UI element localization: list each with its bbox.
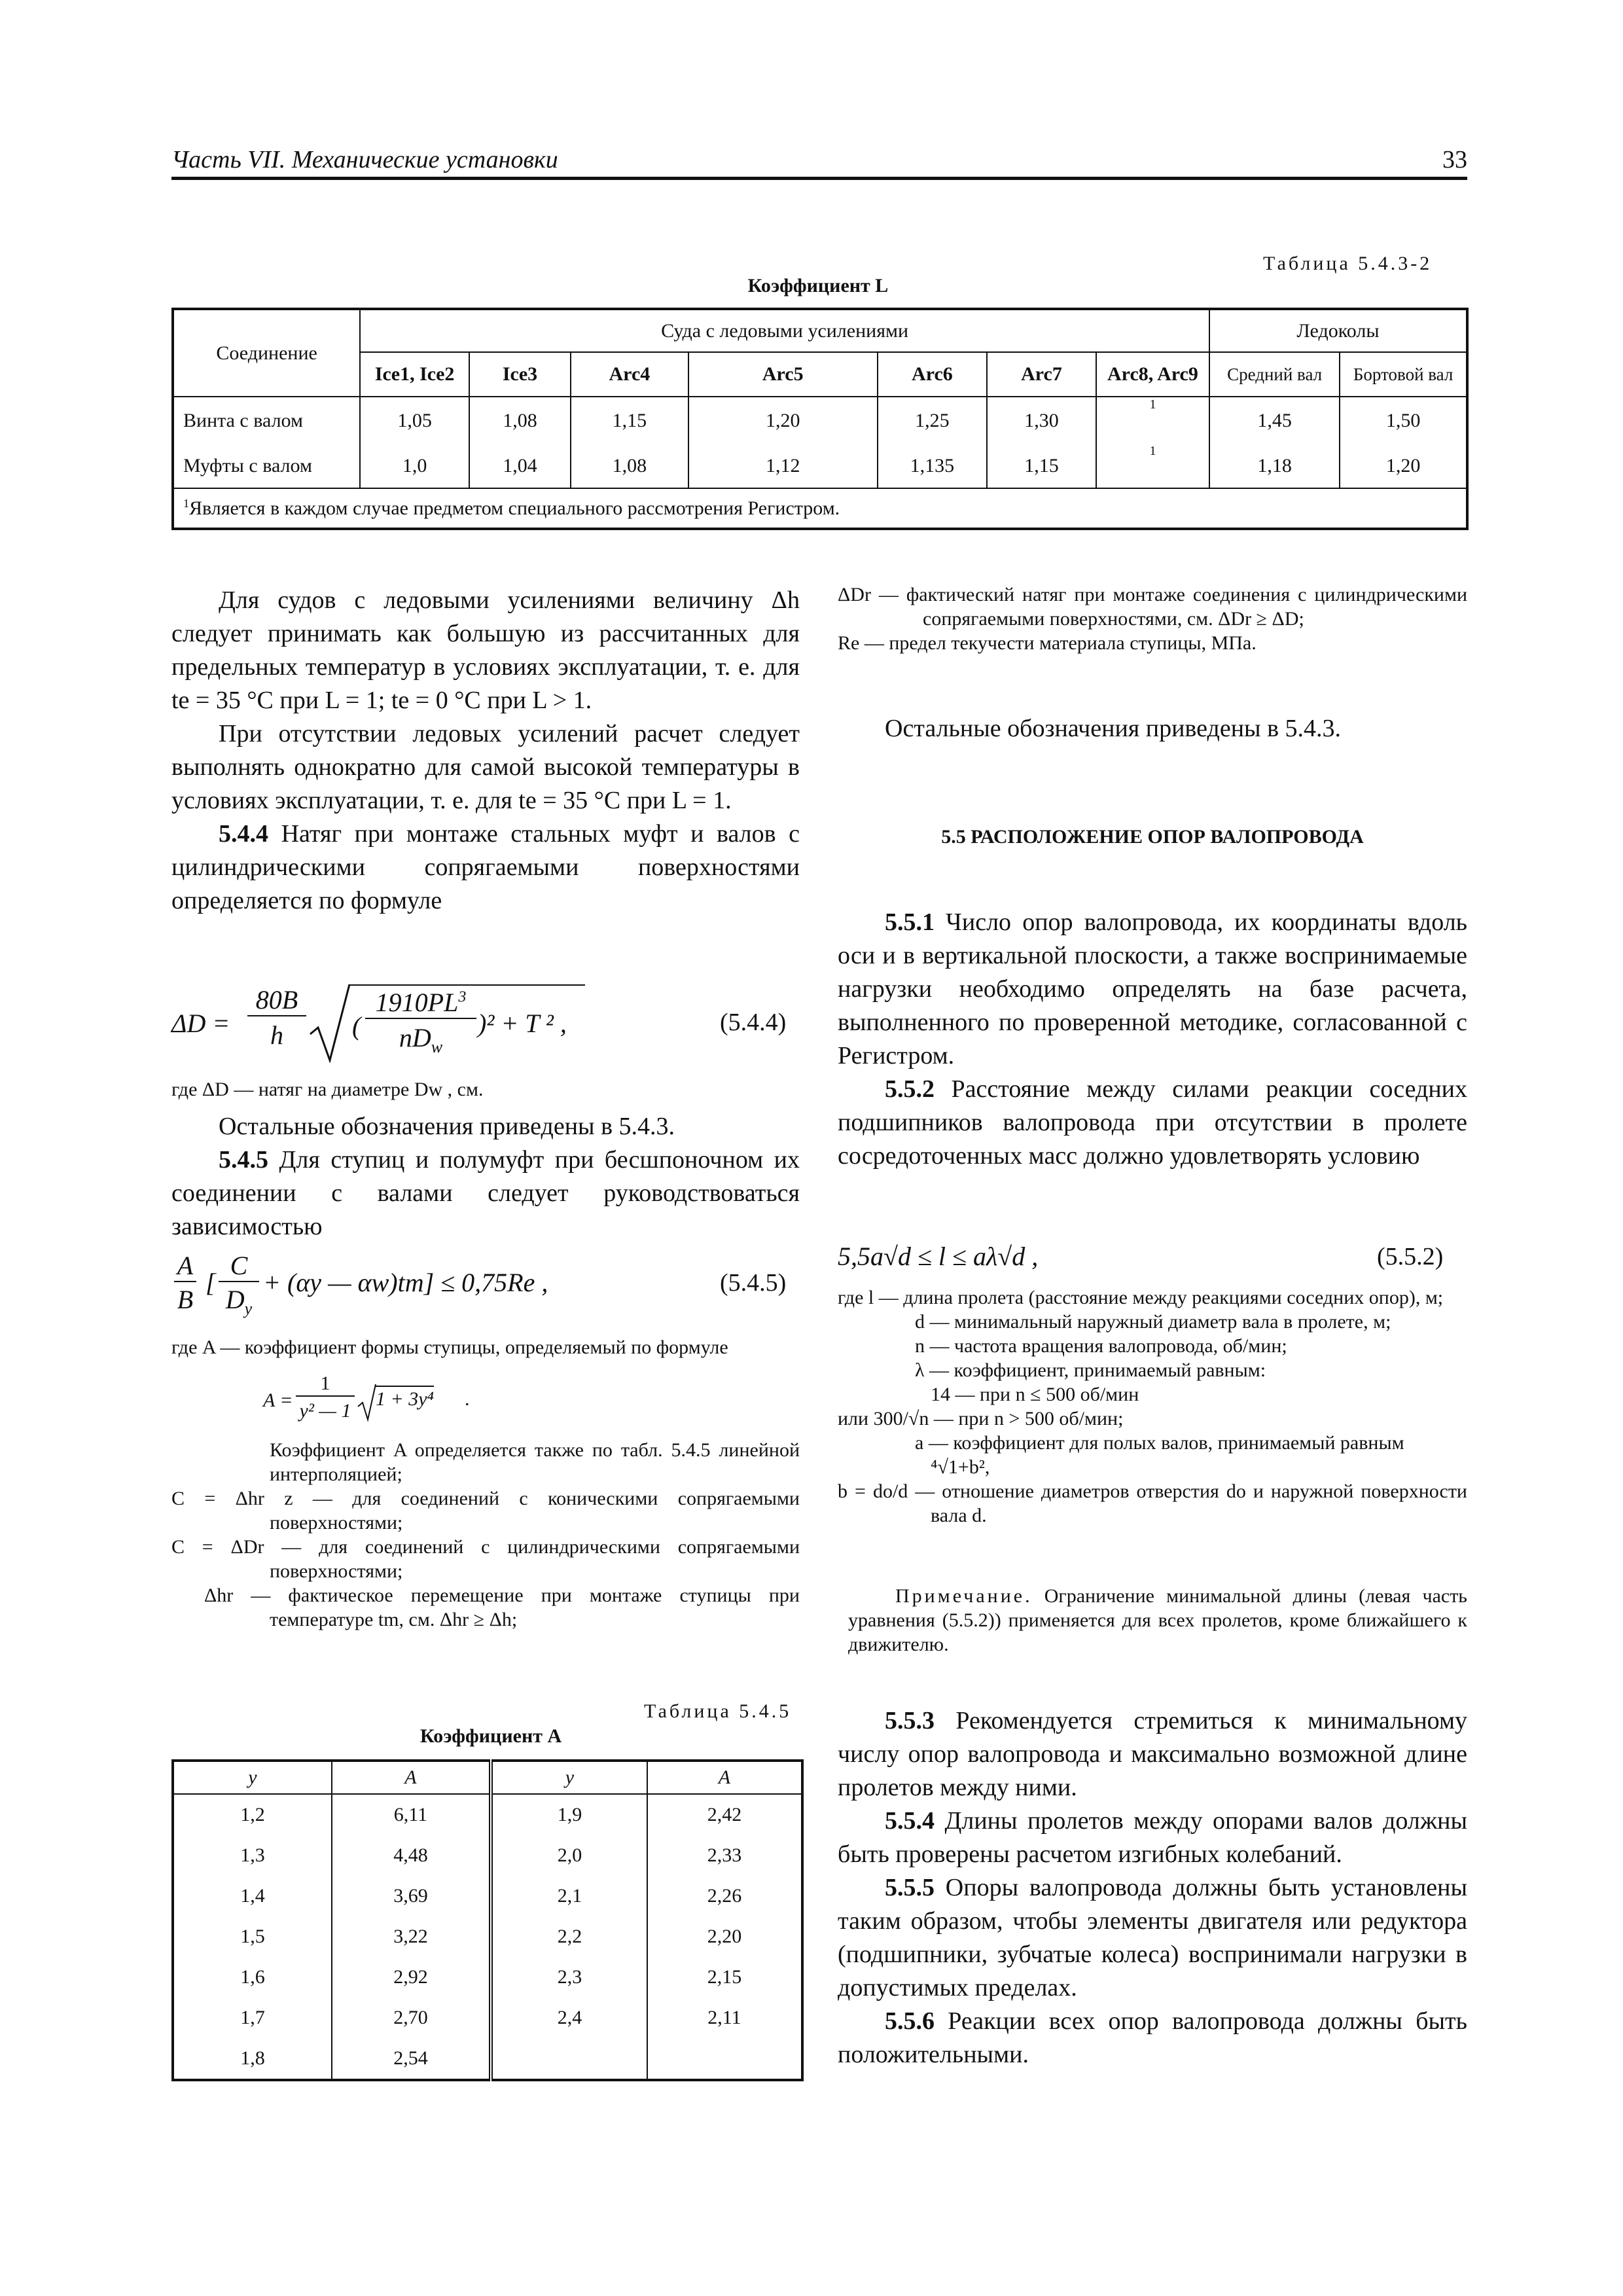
note-text: Ограничение минимальной длины (левая часть уравнения (5.5.2)) применяется для всех пролетов, кроме ближайшего к движителю. xyxy=(848,1585,1467,1655)
definition: Re — предел текучести материала ступицы, МПа. xyxy=(838,632,1257,654)
table-L-subcol: Ice3 xyxy=(469,352,571,397)
definitions-545 xyxy=(171,1335,800,1632)
paren: ( xyxy=(352,1011,361,1041)
table-A-cell: 1,3 xyxy=(173,1835,332,1876)
table-A-cell: 1,4 xyxy=(173,1876,332,1916)
table-L-subcol: Средний вал xyxy=(1209,352,1340,397)
frac-a: A xyxy=(174,1250,196,1282)
table-A-cell xyxy=(647,2038,802,2080)
table-L-caption: Таблица 5.4.3-2 xyxy=(1263,253,1433,274)
page-number: 33 xyxy=(1442,146,1467,173)
table-L-cell: 1,30 xyxy=(987,397,1096,444)
inner-denominator: $nD_w$ xyxy=(399,1023,443,1056)
note xyxy=(848,1584,1467,1657)
clause-number: 5.5.1 xyxy=(885,908,935,936)
running-header xyxy=(171,145,1467,179)
table-A-cell: 3,22 xyxy=(332,1916,491,1957)
paragraph-556 xyxy=(838,2005,1467,2072)
formula-lhs: ΔD = xyxy=(171,1009,230,1038)
paragraph: При отсутствии ледовых усилений расчет следует выполнять однократно для самой высокой температуры в условиях эксплуатации, т. е. для te = 35 °C при L = 1. xyxy=(171,720,800,814)
table-A-cell: 4,48 xyxy=(332,1835,491,1876)
table-A-cell: 2,33 xyxy=(647,1835,802,1876)
table-L-row-label: Муфты с валом xyxy=(173,444,360,488)
clause-text: Для ступиц и полумуфт при бесшпоночном их соединении с валами следует руководствоваться зависимостью xyxy=(171,1146,800,1240)
table-A-title: Коэффициент A xyxy=(419,1725,562,1747)
formula-label: (5.4.4) xyxy=(720,1009,787,1036)
definition: ⁴√1+b², xyxy=(931,1456,990,1478)
definition: 14 — при n ≤ 500 об/мин xyxy=(931,1384,1139,1405)
table-coefficient-A xyxy=(171,1759,804,2081)
clause-number: 5.5.6 xyxy=(885,2007,935,2035)
table-L-cell: 1 xyxy=(1096,444,1209,488)
clause-text: Число опор валопровода, их координаты вдоль оси и в вертикальной плоскости, а также воспринимаемые нагрузки необходимо определять на базе расчета, выполненного по проверенной методике, согласованной с Регистром. xyxy=(838,908,1467,1069)
formula-rest: )² + T ² , xyxy=(478,1009,567,1038)
table-L-cell: 1,15 xyxy=(571,397,688,444)
table-L-cell: 1,20 xyxy=(688,397,878,444)
definition: или 300/√n — при n > 500 об/мин; xyxy=(838,1408,1124,1429)
formula-rest: + (αy — αw)tm] ≤ 0,75Re , xyxy=(263,1268,548,1297)
table-L-group-ice: Суда с ледовыми усилениями xyxy=(360,309,1209,352)
definition: λ — коэффициент, принимаемый равным: xyxy=(915,1359,1266,1381)
table-L-cell: 1,50 xyxy=(1340,397,1467,444)
table-A-cell: 2,4 xyxy=(491,1998,647,2038)
paragraph: Остальные обозначения приведены в 5.4.3. xyxy=(885,715,1342,742)
table-A-cell: 3,69 xyxy=(332,1876,491,1916)
table-L-cell: 1,135 xyxy=(878,444,987,488)
sqrt-icon xyxy=(357,1383,377,1422)
table-L-cell: 1,08 xyxy=(469,397,571,444)
table-A-cell xyxy=(491,2038,647,2080)
definition: a — коэффициент для полых валов, принимаемый равным xyxy=(915,1432,1404,1454)
clause-number: 5.5.3 xyxy=(885,1707,935,1734)
formula-denominator: h xyxy=(270,1020,283,1050)
table-A-cell: 2,0 xyxy=(491,1835,647,1876)
table-L-cell: 1,25 xyxy=(878,397,987,444)
table-A-header: A xyxy=(332,1761,491,1794)
paragraph-555 xyxy=(838,1871,1467,2005)
table-A-cell: 1,7 xyxy=(173,1998,332,2038)
header-title: Часть VII. Механические установки xyxy=(171,146,558,173)
table-A-cell: 2,3 xyxy=(491,1957,647,1998)
table-A-header: A xyxy=(647,1761,802,1794)
table-A-caption: Таблица 5.4.5 xyxy=(644,1700,792,1722)
table-A-cell: 1,6 xyxy=(173,1957,332,1998)
clause-text: Реакции всех опор валопровода должны быть положительными. xyxy=(838,2007,1467,2068)
table-L-subcol: Бортовой вал xyxy=(1340,352,1467,397)
table-A-cell: 2,42 xyxy=(647,1794,802,1835)
table-L-subcol: Arc8, Arc9 xyxy=(1096,352,1209,397)
table-L-cell: 1,05 xyxy=(360,397,469,444)
table-L-group-icebreakers: Ледоколы xyxy=(1209,309,1467,352)
footnote-text: Является в каждом случае предметом специального рассмотрения Регистром. xyxy=(189,497,840,519)
definition: где A — коэффициент формы ступицы, определяемый по формуле xyxy=(171,1336,728,1358)
paragraph-553 xyxy=(838,1704,1467,1804)
table-L-cell: 1,08 xyxy=(571,444,688,488)
frac-d: $D_y$ xyxy=(225,1285,253,1318)
right-rest xyxy=(838,712,1467,745)
paragraph-544 xyxy=(171,817,800,918)
definition: ΔDr — фактический натяг при монтаже соединения с цилиндрическими сопрягаемыми поверхностями, см. ΔDr ≥ ΔD; xyxy=(838,584,1467,630)
clause-text: Рекомендуется стремиться к минимальному числу опор валопровода и максимально возможной длине пролетов между ними. xyxy=(838,1707,1467,1801)
table-A-cell: 6,11 xyxy=(332,1794,491,1835)
table-A-cell: 2,20 xyxy=(647,1916,802,1957)
table-L-cell: 1,45 xyxy=(1209,397,1340,444)
definition: Коэффициент A определяется также по табл. 5.4.5 линейной интерполяцией; xyxy=(270,1439,800,1485)
clause-text: Расстояние между силами реакции соседних подшипников валопровода при отсутствии в пролете сосредоточенных масс должно удовлетворять условию xyxy=(838,1075,1467,1170)
note-label: Примечание. xyxy=(895,1585,1033,1607)
definition: где l — длина пролета (расстояние между реакциями соседних опор), м; xyxy=(838,1287,1444,1308)
definition: n — частота вращения валопровода, об/мин; xyxy=(915,1335,1287,1357)
table-L-cell: 1,04 xyxy=(469,444,571,488)
clause-number: 5.5.4 xyxy=(885,1807,935,1835)
table-A-cell: 2,2 xyxy=(491,1916,647,1957)
table-L-subcol: Arc5 xyxy=(688,352,878,397)
formula-5-4-5 xyxy=(171,1249,630,1321)
table-A-cell: 2,26 xyxy=(647,1876,802,1916)
formula-label: (5.4.5) xyxy=(720,1269,787,1297)
paragraph-552 xyxy=(838,1073,1467,1173)
table-L-cell: 1,15 xyxy=(987,444,1096,488)
table-L-subcol: Arc6 xyxy=(878,352,987,397)
table-L-footnote xyxy=(173,488,1467,529)
table-A-cell: 2,54 xyxy=(332,2038,491,2080)
clause-number: 5.4.4 xyxy=(219,820,268,848)
clause-text: Натяг при монтаже стальных муфт и валов с цилиндрическими сопрягаемыми поверхностями определяется по формуле xyxy=(171,820,800,914)
left-column-text-2 xyxy=(171,1110,800,1244)
formula-5-5-2: 5,5a√d ≤ l ≤ aλ√d , xyxy=(838,1242,1039,1271)
table-L-cell: 1 xyxy=(1096,397,1209,444)
formula-5-4-4 xyxy=(171,982,577,1067)
clause-text: Опоры валопровода должны быть установлены таким образом, чтобы элементы двигателя или редуктора (подшипники, зубчатые колеса) воспринимали нагрузки в допустимых пределах. xyxy=(838,1874,1467,2001)
table-A-cell: 2,15 xyxy=(647,1957,802,1998)
clause-number: 5.4.5 xyxy=(219,1146,268,1174)
sqrt-bar xyxy=(349,984,585,986)
table-A-cell: 2,70 xyxy=(332,1998,491,2038)
definitions-552 xyxy=(838,1285,1467,1528)
footnote-mark: 1 xyxy=(183,497,189,510)
bracket: [ xyxy=(205,1268,216,1297)
paragraph-554 xyxy=(838,1804,1467,1871)
right-column-text xyxy=(838,906,1467,1173)
table-L-subcol: Arc4 xyxy=(571,352,688,397)
where-544: где ΔD — натяг на диаметре Dw , см. xyxy=(171,1079,484,1100)
table-L-subcol: Arc7 xyxy=(987,352,1096,397)
definition: d — минимальный наружный диаметр вала в пролете, м; xyxy=(915,1311,1391,1333)
table-coefficient-L xyxy=(171,308,1469,530)
left-column-text xyxy=(171,584,800,918)
clause-number: 5.5.5 xyxy=(885,1874,935,1901)
table-A-header: y xyxy=(491,1761,647,1794)
table-A-cell: 2,92 xyxy=(332,1957,491,1998)
table-L-cell: 1,20 xyxy=(1340,444,1467,488)
table-L-subcol: Ice1, Ice2 xyxy=(360,352,469,397)
table-A-cell: 1,9 xyxy=(491,1794,647,1835)
table-A-cell: 1,5 xyxy=(173,1916,332,1957)
header-rule xyxy=(171,177,1467,180)
definition: Δhr — фактическое перемещение при монтаже ступицы при температуре tm, см. Δhr ≥ Δh; xyxy=(204,1585,800,1630)
table-L-cell: 1,12 xyxy=(688,444,878,488)
frac-c: C xyxy=(219,1250,259,1282)
formula-A: A = 1 y² — 1 1 + 3y⁴ . xyxy=(263,1372,470,1422)
table-A-cell: 2,11 xyxy=(647,1998,802,2038)
table-A-cell: 1,8 xyxy=(173,2038,332,2080)
frac-b: B xyxy=(177,1285,194,1314)
table-L-row-label: Винта с валом xyxy=(173,397,360,444)
paragraph-551 xyxy=(838,906,1467,1073)
section-heading: 5.5 РАСПОЛОЖЕНИЕ ОПОР ВАЛОПРОВОДА xyxy=(941,826,1364,848)
definition: b = do/d — отношение диаметров отверстия do и наружной поверхности вала d. xyxy=(838,1480,1467,1526)
formula-numerator: 80B xyxy=(247,984,306,1016)
table-A-header: y xyxy=(173,1761,332,1794)
definition: C = Δhr z — для соединений с коническими сопрягаемыми поверхностями; xyxy=(171,1488,800,1534)
clause-text: Длины пролетов между опорами валов должны быть проверены расчетом изгибных колебаний. xyxy=(838,1807,1467,1868)
paragraph: Остальные обозначения приведены в 5.4.3. xyxy=(219,1113,675,1140)
right-column-text-2 xyxy=(838,1704,1467,2072)
clause-number: 5.5.2 xyxy=(885,1075,935,1103)
table-L-title: Коэффициент L xyxy=(747,275,889,296)
sqrt-icon xyxy=(309,982,352,1063)
table-A-cell: 1,2 xyxy=(173,1794,332,1835)
definition: C = ΔDr — для соединений с цилиндрическими сопрягаемыми поверхностями; xyxy=(171,1536,800,1582)
table-L-cell: 1,0 xyxy=(360,444,469,488)
inner-numerator: $1910PL^3$ xyxy=(365,987,476,1019)
table-L-cell: 1,18 xyxy=(1209,444,1340,488)
formula-label: (5.5.2) xyxy=(1377,1243,1444,1270)
paragraph-545 xyxy=(171,1143,800,1244)
table-A-cell: 2,1 xyxy=(491,1876,647,1916)
paragraph: Для судов с ледовыми усилениями величину Δh следует принимать как большую из рассчитанных для предельных температур в условиях эксплуатации, т. е. для te = 35 °C при L = 1; te = 0 °C при L > 1. xyxy=(171,586,800,714)
definitions-dr xyxy=(838,583,1467,655)
table-L-joint-header: Соединение xyxy=(173,309,360,397)
